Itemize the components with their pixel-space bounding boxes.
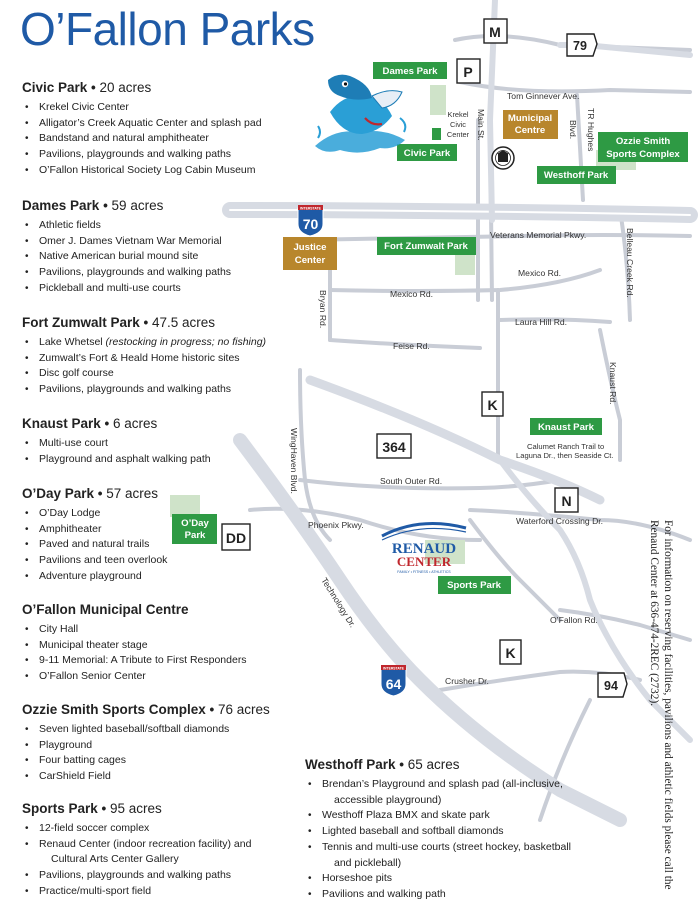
- park-feature-list: [305, 777, 571, 903]
- route-79-shield: [567, 34, 597, 56]
- list-item-note: (restocking in progress; no fishing): [105, 336, 267, 348]
- park-section-dames: [22, 198, 231, 297]
- interstate-70-shield: [298, 205, 323, 236]
- road-label-crusher: Crusher Dr.: [445, 676, 489, 686]
- list-item: • Athletic fields: [39, 218, 231, 234]
- road-label-phoenix: Phoenix Pkwy.: [308, 520, 364, 530]
- map-label-justice-center[interactable]: [283, 237, 337, 270]
- route-m-shield: [484, 19, 507, 43]
- road-label-main-st: Main St.: [476, 109, 486, 141]
- road-label-mexico-west: Mexico Rd.: [390, 289, 433, 299]
- svg-text:INTERSTATE: INTERSTATE: [300, 206, 321, 211]
- svg-text:Municipal: Municipal: [507, 113, 553, 124]
- list-item: • Brendan’s Playground and splash pad (all-inclusive,: [322, 777, 571, 793]
- list-item: • Pavilions, playgrounds and walking paths: [39, 382, 266, 398]
- reservation-note: For information on reserving facilities, pavilions and athletic fields please call the Renaud Center at 636-474-2REC (2732).: [648, 520, 674, 890]
- list-item: • Seven lighted baseball/softball diamonds: [39, 722, 270, 738]
- route-n-shield: [555, 488, 578, 512]
- list-item-text: Lake Whetsel: [39, 336, 103, 348]
- svg-text:64: 64: [385, 676, 402, 692]
- park-feature-list: [22, 218, 231, 297]
- renaud-center-logo: [382, 524, 466, 575]
- park-name: Dames Park: [22, 198, 100, 213]
- route-94-shield: [598, 673, 627, 697]
- park-section-westhoff: [305, 757, 571, 903]
- svg-text:K: K: [487, 397, 498, 413]
- park-name: Sports Park: [22, 801, 98, 816]
- park-heading: Westhoff Park • 65 acres: [305, 757, 460, 772]
- svg-text:94: 94: [604, 679, 618, 693]
- list-item: • Municipal theater stage: [39, 638, 247, 654]
- svg-text:70: 70: [302, 216, 319, 232]
- map-label-sports-park[interactable]: [438, 576, 511, 594]
- list-item: • Pavilions and walking path: [322, 887, 571, 903]
- list-item: • Pickleball and multi-use courts: [39, 281, 231, 297]
- park-name: O’Day Park: [22, 486, 95, 501]
- park-acres: 95 acres: [110, 801, 162, 816]
- city-seal-icon: [492, 147, 514, 169]
- road-label-laura-hill: Laura Hill Rd.: [515, 317, 568, 327]
- list-item: • Adventure playground: [39, 569, 167, 585]
- list-item: • Practice/multi-sport field: [39, 884, 251, 900]
- list-item: [39, 335, 266, 351]
- park-acres: 65 acres: [407, 757, 460, 772]
- park-name: Westhoff Park: [305, 757, 396, 772]
- road-label-mexico-east: Mexico Rd.: [518, 268, 561, 278]
- list-item: • Zumwalt’s Fort & Heald Home historic sites: [39, 351, 266, 367]
- park-feature-list: [22, 436, 211, 467]
- list-item: • Four batting cages: [39, 753, 270, 769]
- list-item: • O’Fallon Senior Center: [39, 669, 247, 685]
- park-acres: 47.5 acres: [152, 315, 216, 330]
- park-feature-list: [22, 335, 266, 398]
- park-name: Knaust Park: [22, 416, 101, 431]
- map-label-municipal-centre[interactable]: [503, 110, 558, 139]
- list-item: • 9-11 Memorial: A Tribute to First Responders: [39, 653, 247, 669]
- road-label-knaust-rd: Knaust Rd.: [608, 362, 618, 405]
- svg-text:O’Day: O’Day: [181, 518, 209, 529]
- list-item: • Playground: [39, 738, 270, 754]
- svg-text:INTERSTATE: INTERSTATE: [383, 666, 404, 671]
- svg-text:Sports Park: Sports Park: [447, 580, 501, 591]
- park-section-municipal: [22, 602, 247, 685]
- highway-shields: [222, 19, 627, 697]
- list-item: • Bandstand and natural amphitheater: [39, 131, 262, 147]
- park-acres: 59 acres: [111, 198, 164, 213]
- alligator-mascot-icon: [315, 75, 405, 153]
- map-label-dames-park[interactable]: [373, 62, 447, 79]
- svg-text:Sports Complex: Sports Complex: [606, 149, 680, 160]
- svg-text:Ozzie Smith: Ozzie Smith: [615, 136, 671, 147]
- list-item: • Omer J. Dames Vietnam War Memorial: [39, 234, 231, 250]
- list-item: • Pavilions, playgrounds and walking paths: [39, 868, 251, 884]
- road-label-winghaven: WingHaven Blvd.: [289, 428, 299, 494]
- svg-text:Civic Park: Civic Park: [403, 148, 451, 159]
- list-item: • Krekel Civic Center: [39, 100, 262, 116]
- park-name: Fort Zumwalt Park: [22, 315, 140, 330]
- svg-text:Fort Zumwalt Park: Fort Zumwalt Park: [384, 241, 468, 252]
- list-item: • Horseshoe pits: [322, 871, 571, 887]
- svg-text:Center: Center: [294, 255, 326, 266]
- map-label-westhoff-park[interactable]: [537, 166, 616, 184]
- list-item: • Alligator’s Creek Aquatic Center and splash pad: [39, 116, 262, 132]
- park-feature-list: [22, 722, 270, 785]
- park-heading: Sports Park • 95 acres: [22, 801, 162, 816]
- krekel-label-2: Civic: [449, 120, 467, 129]
- road-label-veterans: Veterans Memorial Pkwy.: [490, 230, 587, 240]
- krekel-label: [447, 110, 470, 139]
- road-label-calumet-1: Calumet Ranch Trail to: [527, 442, 605, 451]
- park-section-civic: [22, 80, 262, 179]
- list-item: • Westhoff Plaza BMX and skate park: [322, 808, 571, 824]
- svg-text:79: 79: [573, 39, 587, 53]
- svg-text:364: 364: [382, 439, 406, 455]
- road-label-technology: Technology Dr.: [319, 575, 358, 630]
- list-item: • Native American burial mound site: [39, 249, 231, 265]
- park-heading: [22, 602, 247, 617]
- park-feature-list: [22, 100, 262, 179]
- route-364-shield: [377, 434, 411, 458]
- park-acres: 20 acres: [99, 80, 152, 95]
- list-item: • O’Fallon Historical Society Log Cabin Museum: [39, 163, 262, 179]
- road-label-calumet-2: Laguna Dr., then Seaside Ct.: [516, 451, 614, 460]
- park-heading: Ozzie Smith Sports Complex • 76 acres: [22, 702, 270, 717]
- svg-text:M: M: [489, 24, 501, 40]
- page-title: O’Fallon Parks: [20, 3, 315, 55]
- park-heading: Civic Park • 20 acres: [22, 80, 152, 95]
- park-name: O’Fallon Municipal Centre: [22, 602, 189, 617]
- list-item-continuation: Cultural Arts Center Gallery: [51, 853, 179, 866]
- list-item: • Pavilions, playgrounds and walking paths: [39, 265, 231, 281]
- svg-text:Park: Park: [184, 530, 206, 541]
- svg-text:Justice: Justice: [293, 242, 327, 253]
- list-item-continuation: and pickleball): [334, 856, 402, 869]
- list-item: • Amphitheater: [39, 522, 167, 538]
- route-k-shield-north: [482, 392, 503, 416]
- svg-text:K: K: [505, 645, 516, 661]
- list-item: • Lighted baseball and softball diamonds: [322, 824, 571, 840]
- road-label-belleau: Belleau Creek Rd.: [625, 228, 635, 298]
- map-label-civic-park[interactable]: [397, 144, 457, 161]
- park-heading: Dames Park • 59 acres: [22, 198, 164, 213]
- list-item: • O’Day Lodge: [39, 506, 167, 522]
- list-item: • 12-field soccer complex: [39, 821, 251, 837]
- park-name: Civic Park: [22, 80, 88, 95]
- park-section-oday: [22, 486, 167, 585]
- park-acres: 6 acres: [113, 416, 158, 431]
- park-section-fort-zumwalt: [22, 315, 266, 398]
- route-p-shield: [457, 59, 480, 83]
- road-label-bryan: Bryan Rd.: [318, 290, 328, 329]
- road-label-ofallon-rd: O’Fallon Rd.: [550, 615, 598, 625]
- list-item-continuation: accessible playground): [334, 793, 442, 806]
- renaud-logo-tagline: FAMILY • FITNESS • ATHLETICS: [397, 570, 451, 574]
- list-item: • Paved and natural trails: [39, 537, 167, 553]
- park-feature-list: [22, 821, 251, 900]
- svg-text:Dames Park: Dames Park: [382, 66, 438, 77]
- route-dd-shield: [222, 524, 250, 550]
- list-item: • Pavilions and teen overlook: [39, 553, 167, 569]
- list-item: • Playground and asphalt walking path: [39, 452, 211, 468]
- list-item: • Tennis and multi-use courts (street hockey, basketball: [322, 840, 571, 856]
- road-label-tr-hughes-1: TR Hughes: [586, 108, 596, 152]
- road-label-waterford: Waterford Crossing Dr.: [516, 516, 604, 526]
- renaud-logo-line-1: RENAUD: [391, 541, 457, 557]
- svg-text:N: N: [561, 493, 572, 509]
- list-item: • Renaud Center (indoor recreation facility) and: [39, 837, 251, 853]
- svg-text:DD: DD: [225, 530, 247, 546]
- interstate-64-shield: [381, 665, 406, 696]
- park-section-ozzie: [22, 702, 270, 785]
- park-feature-list: [22, 622, 247, 685]
- park-name: Ozzie Smith Sports Complex: [22, 702, 206, 717]
- svg-text:Centre: Centre: [514, 125, 546, 136]
- renaud-logo-line-2: CENTER: [396, 554, 452, 569]
- map-label-fort-zumwalt[interactable]: [377, 237, 476, 255]
- park-feature-list: [22, 506, 167, 585]
- krekel-label-1: Krekel: [447, 110, 469, 119]
- svg-text:P: P: [463, 64, 473, 80]
- svg-text:Westhoff Park: Westhoff Park: [543, 170, 609, 181]
- list-item: • Pavilions, playgrounds and walking paths: [39, 147, 262, 163]
- list-item: • Multi-use court: [39, 436, 211, 452]
- park-acres: 76 acres: [218, 702, 270, 717]
- list-item: • City Hall: [39, 622, 247, 638]
- svg-text:Knaust Park: Knaust Park: [538, 422, 594, 433]
- park-heading: Fort Zumwalt Park • 47.5 acres: [22, 315, 216, 330]
- park-heading: Knaust Park • 6 acres: [22, 416, 158, 431]
- map-label-ozzie-smith[interactable]: [598, 132, 688, 162]
- krekel-label-3: Center: [446, 130, 470, 139]
- road-label-feise: Feise Rd.: [393, 341, 430, 351]
- road-label-south-outer: South Outer Rd.: [380, 476, 443, 486]
- park-section-knaust: [22, 416, 211, 467]
- park-acres: 57 acres: [106, 486, 159, 501]
- map-label-oday-park[interactable]: [172, 514, 217, 544]
- road-label-tr-hughes-2: Blvd.: [568, 120, 578, 140]
- map-label-knaust-park[interactable]: [530, 418, 602, 435]
- park-section-sports: [22, 801, 251, 900]
- list-item: • CarShield Field: [39, 769, 270, 785]
- road-label-tom-ginnever: Tom Ginnever Ave.: [507, 91, 580, 101]
- list-item: • Disc golf course: [39, 366, 266, 382]
- park-heading: O’Day Park • 57 acres: [22, 486, 159, 501]
- route-k-shield-south: [500, 640, 521, 664]
